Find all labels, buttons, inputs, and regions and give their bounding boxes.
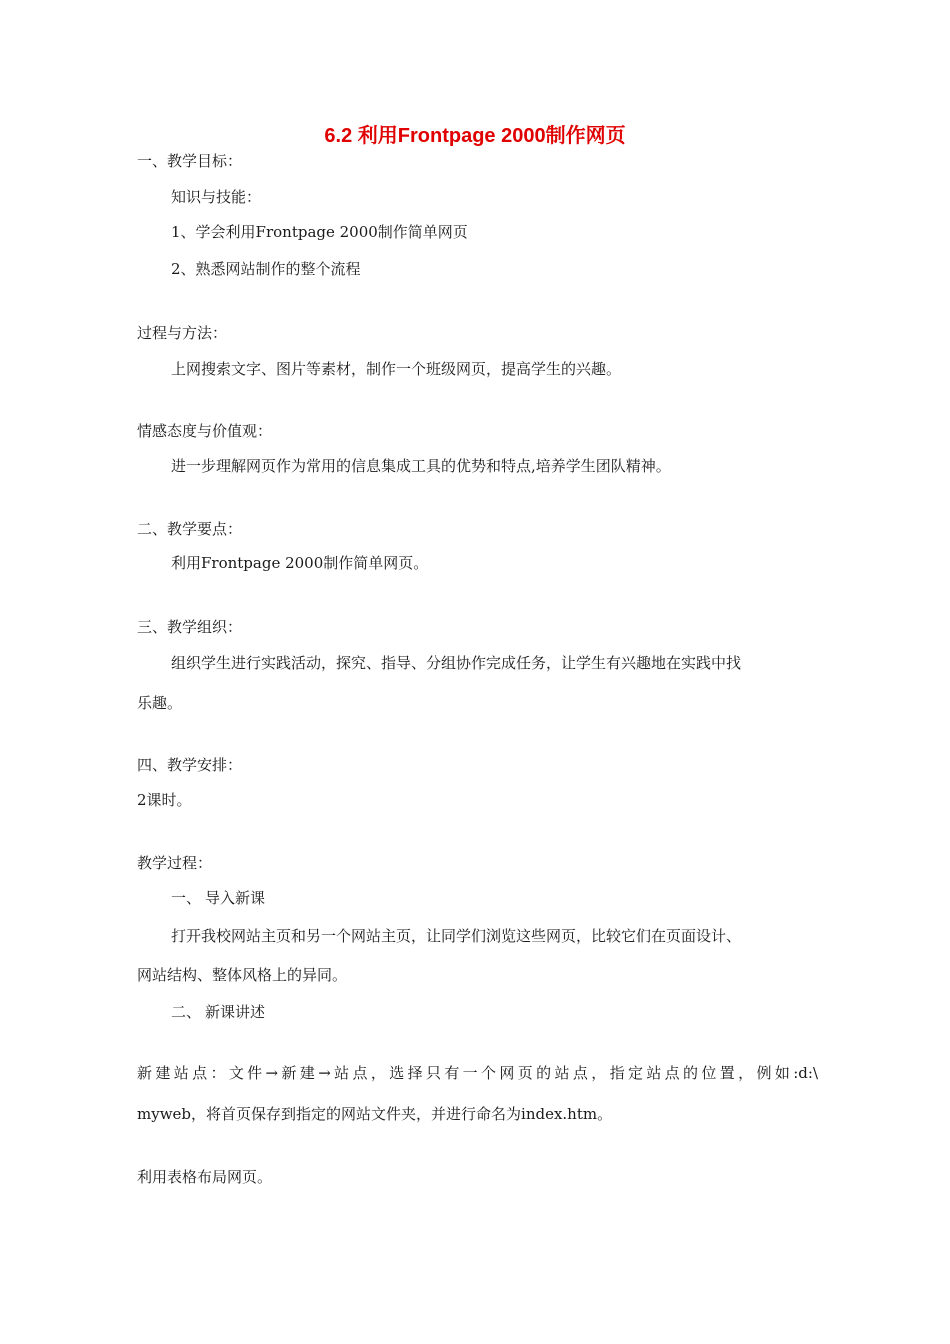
organization-text-continued: 乐趣。 — [137, 694, 183, 712]
document-title: 6.2 利用Frontpage 2000制作网页 — [324, 125, 626, 147]
step1-number: 一、 — [171, 889, 202, 907]
knowledge-item: 2、熟悉网站制作的整个流程 — [171, 260, 361, 278]
procedure-heading: 教学过程： — [137, 854, 213, 872]
knowledge-item: 1、学会利用Frontpage 2000制作简单网页 — [171, 223, 468, 241]
step1-text-continued: 网站结构、整体风格上的异同。 — [137, 966, 348, 984]
organization-heading: 三、教学组织： — [137, 618, 243, 636]
step2-number: 二、 — [171, 1003, 202, 1021]
schedule-text: 2课时。 — [137, 791, 192, 809]
step2-label: 新课讲述 — [205, 1003, 266, 1021]
objectives-heading: 一、教学目标： — [137, 152, 243, 170]
keypoints-text: 利用Frontpage 2000制作简单网页。 — [171, 554, 429, 572]
step1-label: 导入新课 — [205, 889, 266, 907]
step1-text: 打开我校网站主页和另一个网站主页，让同学们浏览这些网页，比较它们在页面设计、 — [171, 927, 742, 945]
schedule-heading: 四、教学安排： — [137, 756, 243, 774]
emotion-text: 进一步理解网页作为常用的信息集成工具的优势和特点,培养学生团队精神。 — [171, 457, 671, 475]
site-text: 新建站点：文件→新建→站点，选择只有一个网页的站点，指定站点的位置，例如:d:\ — [137, 1064, 818, 1082]
table-layout-text: 利用表格布局网页。 — [137, 1168, 273, 1186]
process-text: 上网搜索文字、图片等素材，制作一个班级网页，提高学生的兴趣。 — [171, 360, 622, 378]
site-text-continued: myweb，将首页保存到指定的网站文件夹，并进行命名为index.htm。 — [137, 1105, 613, 1123]
keypoints-heading: 二、教学要点： — [137, 520, 243, 538]
organization-text: 组织学生进行实践活动，探究、指导、分组协作完成任务，让学生有兴趣地在实践中找 — [171, 654, 742, 672]
emotion-heading: 情感态度与价值观： — [137, 422, 273, 440]
process-heading: 过程与方法： — [137, 324, 228, 342]
knowledge-heading: 知识与技能： — [171, 188, 262, 206]
